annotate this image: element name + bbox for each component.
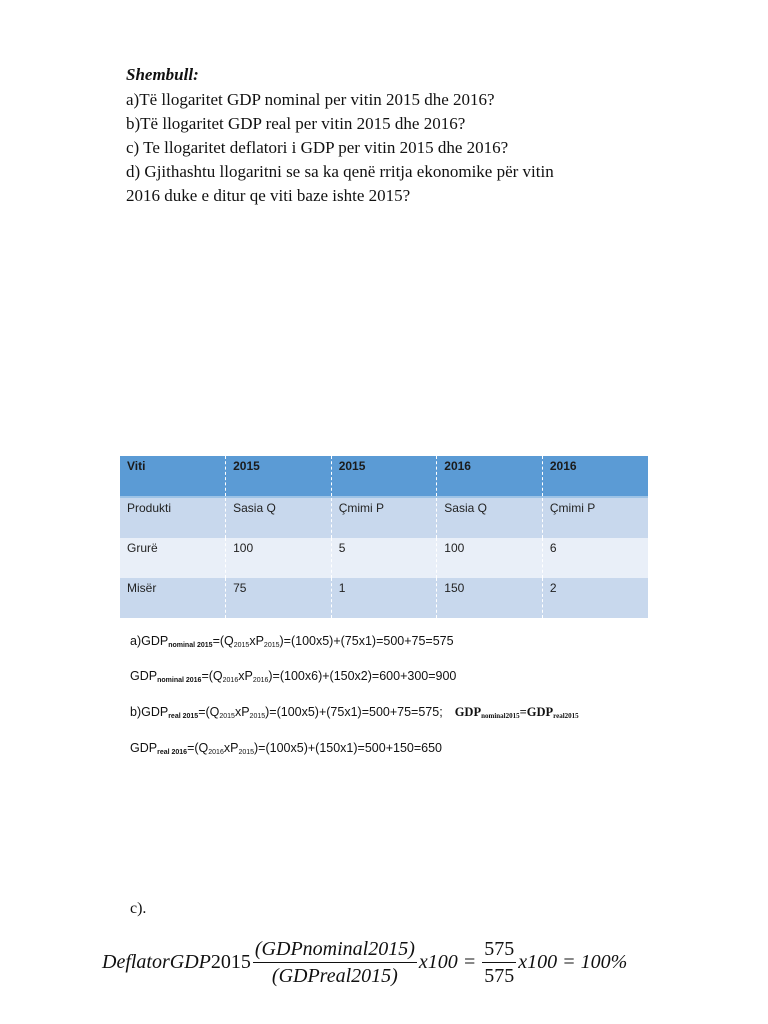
question-c: c) Te llogaritet deflatori i GDP per vitin 2015 dhe 2016? [126,138,509,157]
table-cell: 1 [331,578,437,618]
data-table [120,456,648,618]
table-cell: 100 [437,538,543,578]
formula-multiplier: x100 = [418,951,477,973]
question-d: d) Gjithashtu llogaritni se sa ka qenë rritja ekonomike për vitin [126,162,554,181]
formula-label: DeflatorGDP [102,951,211,973]
fraction-numerator: 575 [482,938,516,963]
table-cell: 150 [437,578,543,618]
table-row [120,497,648,538]
fraction-gdp [253,938,417,987]
deflator-formula [102,938,627,987]
example-heading: Shembull: [126,65,199,84]
calc-real-2015: $b)GDP_{real 2015}=(Q_{2015}xP_{2015})=(100x5)+(75x1)=500+75=575$; $GDP_{nominal2015}=GDP_{real2015}$ [130,705,579,720]
formula-year: 2015 [210,951,251,973]
table-cell: Çmimi P [542,497,648,538]
calc-nominal-2016: $GDP_{nominal 2016}=(Q_{2016}xP_{2016})=(100x6)+(150x2)=600+300=900$ [130,669,457,684]
table-row [120,578,648,618]
formula-result: x100 = 100% [518,951,628,973]
table-cell: Sasia Q [437,497,543,538]
fraction-denominator: (GDPreal2015) [271,965,398,987]
fraction-numerator: (GDPnominal2015) [253,938,417,963]
calc-real-2016: $GDP_{real 2016}=(Q_{2016}xP_{2015})=(100x5)+(150x1)=500+150=650$ [130,741,443,756]
question-a: a)Të llogaritet GDP nominal per vitin 2015 dhe 2016? [126,90,495,109]
question-b: b)Të llogaritet GDP real per vitin 2015 dhe 2016? [126,114,466,133]
table-cell: Sasia Q [226,497,332,538]
header-cell: 2016 [437,456,543,497]
table-header-row [120,456,648,497]
header-cell: Viti [120,456,226,497]
header-cell: 2015 [331,456,437,497]
header-cell: 2015 [226,456,332,497]
questions-block [126,88,666,208]
nominal-equals-real-note: $GDP_{nominal2015}=GDP_{real2015}$ [454,705,579,720]
table-row [120,538,648,578]
header-cell: 2016 [542,456,648,497]
fraction-values [482,938,516,987]
table-cell: 6 [542,538,648,578]
table-cell: Produkti [120,497,226,538]
table-cell: 5 [331,538,437,578]
part-c-label: c). [130,900,147,917]
calc-nominal-2015: $a)GDP_{nominal 2015}=(Q_{2015}xP_{2015})=(100x5)+(75x1)=500+75=575$ [130,634,454,649]
question-d-continued: 2016 duke e ditur qe viti baze ishte 2015? [126,186,411,205]
table-cell: 75 [226,578,332,618]
table-cell: 100 [226,538,332,578]
table-cell: Çmimi P [331,497,437,538]
fraction-denominator: 575 [484,965,515,987]
table-cell: Grurë [120,538,226,578]
table-cell: Misër [120,578,226,618]
table-cell: 2 [542,578,648,618]
